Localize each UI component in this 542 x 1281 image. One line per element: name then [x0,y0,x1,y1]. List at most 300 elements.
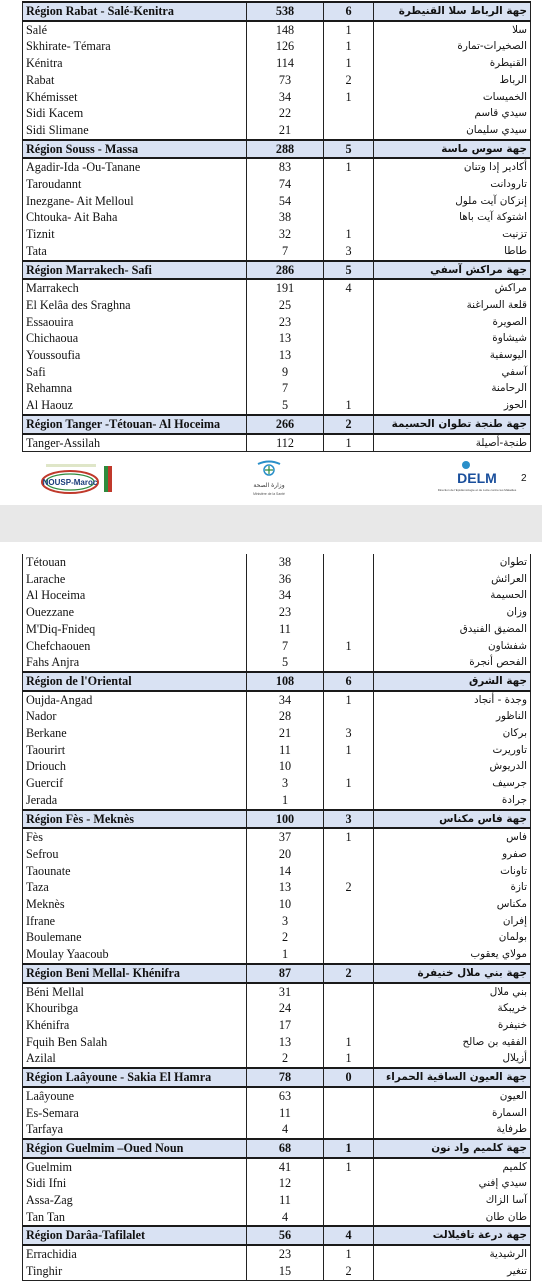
ministry-of-health-logo [244,460,294,500]
deaths-count-cell [324,1192,374,1209]
name-ar-cell: تازة [374,879,531,896]
region-header-row [23,1139,531,1158]
name-fr-cell: Skhirate- Témara [23,38,247,55]
name-fr-cell: Chefchaouen [23,638,247,655]
svg-text:DELM: DELM [457,470,497,486]
province-row [23,397,531,415]
name-ar-cell: الصخيرات-تمارة [374,38,531,55]
name-ar-cell: آسفي [374,364,531,381]
document-page-1 [0,0,542,505]
cases-count-cell: 2 [247,929,324,946]
region-header-row [23,964,531,983]
deaths-count-cell [324,364,374,381]
cases-count-cell: 54 [247,193,324,210]
province-row [23,279,531,297]
province-row [23,38,531,55]
deaths-count-cell [324,946,374,964]
cases-count-cell: 11 [247,621,324,638]
deaths-count-cell [324,1000,374,1017]
province-row [23,742,531,759]
cases-count-cell: 3 [247,913,324,930]
deaths-count-cell [324,1209,374,1227]
name-fr-cell: Boulemane [23,929,247,946]
name-ar-cell: وجدة - أنجاد [374,691,531,709]
deaths-count-cell: 1 [324,1245,374,1263]
name-ar-cell: الناظور [374,708,531,725]
province-row [23,638,531,655]
cases-count-cell: 31 [247,983,324,1001]
name-ar-cell: بني ملال [374,983,531,1001]
name-ar-cell: كلميم [374,1158,531,1176]
deaths-count-cell: 3 [324,243,374,261]
cases-count-cell: 41 [247,1158,324,1176]
nousp-maroc-logo [40,462,114,496]
deaths-count-cell [324,193,374,210]
deaths-count-cell: 5 [324,140,374,159]
name-ar-cell: تطوان [374,554,531,571]
province-row [23,243,531,261]
deaths-count-cell: 5 [324,261,374,280]
province-row [23,364,531,381]
deaths-count-cell: 1 [324,226,374,243]
cases-count-cell: 34 [247,691,324,709]
deaths-count-cell [324,929,374,946]
name-fr-cell: Essaouira [23,314,247,331]
name-ar-cell: وزان [374,604,531,621]
cases-count-cell: 23 [247,1245,324,1263]
cases-count-cell: 4 [247,1121,324,1139]
name-fr-cell: Errachidia [23,1245,247,1263]
name-fr-cell: Sidi Ifni [23,1175,247,1192]
name-fr-cell: Région Rabat - Salé-Kenitra [23,2,247,21]
cases-count-cell: 288 [247,140,324,159]
cases-count-cell: 5 [247,654,324,672]
deaths-count-cell: 3 [324,810,374,829]
name-ar-cell: أزيلال [374,1050,531,1068]
deaths-count-cell [324,347,374,364]
province-row [23,434,531,452]
name-ar-cell: أكادير إدا وتنان [374,158,531,176]
deaths-count-cell: 2 [324,72,374,89]
province-row [23,913,531,930]
name-ar-cell: الفحص أنجرة [374,654,531,672]
cases-count-cell: 20 [247,846,324,863]
name-fr-cell: Taounate [23,863,247,880]
name-fr-cell: Région Darâa-Tafilalet [23,1226,247,1245]
region-header-row [23,2,531,21]
cases-count-cell: 112 [247,434,324,452]
cases-count-cell: 1 [247,946,324,964]
name-fr-cell: Laâyoune [23,1087,247,1105]
deaths-count-cell [324,708,374,725]
deaths-count-cell: 1 [324,1158,374,1176]
deaths-count-cell: 2 [324,1263,374,1280]
name-fr-cell: Région Guelmim –Oued Noun [23,1139,247,1158]
cases-count-cell: 13 [247,347,324,364]
name-fr-cell: Tarfaya [23,1121,247,1139]
cases-count-cell: 23 [247,314,324,331]
name-ar-cell: بركان [374,725,531,742]
province-row [23,1245,531,1263]
document-page-2 [0,542,542,1280]
name-ar-cell: قلعة السراغنة [374,297,531,314]
deaths-count-cell: 1 [324,742,374,759]
cases-count-cell: 21 [247,725,324,742]
name-ar-cell: جهة درعة تافيلالت [374,1226,531,1245]
deaths-count-cell: 2 [324,879,374,896]
name-ar-cell: سلا [374,21,531,39]
deaths-count-cell [324,792,374,810]
province-row [23,554,531,571]
province-row [23,1263,531,1280]
province-row [23,828,531,846]
name-ar-cell: سيدي سليمان [374,122,531,140]
name-ar-cell: الفقيه بن صالح [374,1034,531,1051]
cases-count-cell: 38 [247,554,324,571]
deaths-count-cell: 1 [324,397,374,415]
province-row [23,983,531,1001]
cases-count-cell: 191 [247,279,324,297]
region-header-row [23,1226,531,1245]
name-ar-cell: القنيطرة [374,55,531,72]
deaths-count-cell: 6 [324,672,374,691]
deaths-count-cell [324,314,374,331]
province-row [23,1017,531,1034]
deaths-count-cell: 2 [324,964,374,983]
deaths-count-cell [324,654,374,672]
name-ar-cell: تزنيت [374,226,531,243]
province-row [23,21,531,39]
province-row [23,297,531,314]
name-ar-cell: تاونات [374,863,531,880]
name-ar-cell: شفشاون [374,638,531,655]
cases-count-cell: 108 [247,672,324,691]
deaths-count-cell [324,122,374,140]
province-row [23,55,531,72]
province-row [23,1158,531,1176]
svg-text:Ministère de la Santé: Ministère de la Santé [253,492,285,496]
province-row [23,347,531,364]
cases-count-cell: 83 [247,158,324,176]
province-row [23,571,531,588]
name-fr-cell: Région Souss - Massa [23,140,247,159]
province-row [23,708,531,725]
cases-count-cell: 13 [247,1034,324,1051]
name-fr-cell: Salé [23,21,247,39]
province-row [23,1175,531,1192]
cases-count-cell: 13 [247,330,324,347]
cases-count-cell: 74 [247,176,324,193]
province-row [23,1209,531,1227]
name-fr-cell: Agadir-Ida -Ou-Tanane [23,158,247,176]
cases-count-cell: 25 [247,297,324,314]
name-fr-cell: Tata [23,243,247,261]
deaths-count-cell [324,380,374,397]
deaths-count-cell: 1 [324,21,374,39]
name-fr-cell: Guelmim [23,1158,247,1176]
name-ar-cell: المضيق الفنيدق [374,621,531,638]
name-ar-cell: الحسيمة [374,587,531,604]
page-number: 2 [521,473,527,484]
cases-count-cell: 24 [247,1000,324,1017]
name-ar-cell: إفران [374,913,531,930]
name-fr-cell: Fquih Ben Salah [23,1034,247,1051]
deaths-count-cell: 1 [324,828,374,846]
deaths-count-cell [324,330,374,347]
name-fr-cell: Tinghir [23,1263,247,1280]
province-row [23,621,531,638]
cases-count-cell: 32 [247,226,324,243]
province-row [23,314,531,331]
deaths-count-cell [324,297,374,314]
svg-text:Direction de l'Epidémiologie e: Direction de l'Epidémiologie et de Lutte contre les Maladies [437,488,517,492]
region-header-row [23,261,531,280]
deaths-count-cell [324,209,374,226]
cases-count-cell: 4 [247,1209,324,1227]
name-fr-cell: Béni Mellal [23,983,247,1001]
province-row [23,863,531,880]
province-row [23,226,531,243]
name-fr-cell: Fès [23,828,247,846]
cases-count-cell: 5 [247,397,324,415]
deaths-count-cell: 6 [324,2,374,21]
deaths-count-cell [324,1121,374,1139]
name-ar-cell: الخميسات [374,89,531,106]
deaths-count-cell: 1 [324,434,374,452]
cases-count-cell: 9 [247,364,324,381]
name-fr-cell: Khémisset [23,89,247,106]
region-header-row [23,415,531,434]
region-header-row [23,140,531,159]
cases-count-cell: 34 [247,89,324,106]
name-fr-cell: Berkane [23,725,247,742]
name-ar-cell: إنزكان آيت ملول [374,193,531,210]
name-ar-cell: جهة بني ملال خنيفرة [374,964,531,983]
name-fr-cell: Driouch [23,758,247,775]
name-ar-cell: مراكش [374,279,531,297]
cases-count-cell: 2 [247,1050,324,1068]
name-ar-cell: آسا الزاك [374,1192,531,1209]
name-ar-cell: جهة كلميم واد نون [374,1139,531,1158]
cases-count-cell: 10 [247,758,324,775]
province-row [23,604,531,621]
name-ar-cell: سيدي إفني [374,1175,531,1192]
cases-count-cell: 63 [247,1087,324,1105]
name-ar-cell: شيشاوة [374,330,531,347]
deaths-count-cell [324,1175,374,1192]
deaths-count-cell: 1 [324,1034,374,1051]
name-fr-cell: Taza [23,879,247,896]
region-header-row [23,810,531,829]
cases-count-cell: 148 [247,21,324,39]
name-fr-cell: Marrakech [23,279,247,297]
name-ar-cell: الدريوش [374,758,531,775]
deaths-count-cell [324,846,374,863]
deaths-count-cell: 1 [324,1139,374,1158]
deaths-count-cell: 1 [324,691,374,709]
cases-count-cell: 286 [247,261,324,280]
name-fr-cell: Région Laâyoune - Sakia El Hamra [23,1068,247,1087]
province-row [23,896,531,913]
deaths-count-cell [324,604,374,621]
name-ar-cell: طرفاية [374,1121,531,1139]
province-row [23,158,531,176]
cases-count-cell: 37 [247,828,324,846]
province-row [23,946,531,964]
region-header-row [23,1068,531,1087]
deaths-count-cell: 4 [324,279,374,297]
province-row [23,725,531,742]
cases-count-cell: 7 [247,380,324,397]
name-fr-cell: Khouribga [23,1000,247,1017]
deaths-count-cell [324,554,374,571]
deaths-count-cell [324,758,374,775]
name-ar-cell: طنجة-أصيلة [374,434,531,452]
name-fr-cell: Khénifra [23,1017,247,1034]
cases-count-cell: 15 [247,1263,324,1280]
cases-count-cell: 17 [247,1017,324,1034]
cases-count-cell: 7 [247,638,324,655]
deaths-count-cell: 0 [324,1068,374,1087]
name-fr-cell: Rabat [23,72,247,89]
name-fr-cell: Région Beni Mellal- Khénifra [23,964,247,983]
name-fr-cell: Tanger-Assilah [23,434,247,452]
name-ar-cell: مكناس [374,896,531,913]
name-fr-cell: Kénitra [23,55,247,72]
deaths-count-cell [324,1105,374,1122]
name-fr-cell: Tiznit [23,226,247,243]
name-ar-cell: تاوريرت [374,742,531,759]
deaths-count-cell [324,176,374,193]
name-fr-cell: Taroudannt [23,176,247,193]
name-ar-cell: جهة العيون الساقية الحمراء [374,1068,531,1087]
deaths-count-cell: 1 [324,775,374,792]
cases-count-cell: 78 [247,1068,324,1087]
region-cases-table-page-2 [22,554,531,1281]
region-cases-table-page-1 [22,1,531,452]
province-row [23,176,531,193]
name-fr-cell: Sidi Kacem [23,105,247,122]
province-row [23,846,531,863]
deaths-count-cell [324,587,374,604]
name-ar-cell: جهة الرباط سلا القنيطرة [374,2,531,21]
cases-count-cell: 10 [247,896,324,913]
deaths-count-cell: 3 [324,725,374,742]
cases-count-cell: 38 [247,209,324,226]
page-separator [0,505,542,542]
name-ar-cell: طان طان [374,1209,531,1227]
deaths-count-cell: 1 [324,638,374,655]
name-fr-cell: Ouezzane [23,604,247,621]
cases-count-cell: 11 [247,1105,324,1122]
region-header-row [23,672,531,691]
name-fr-cell: Ifrane [23,913,247,930]
cases-count-cell: 56 [247,1226,324,1245]
name-ar-cell: جهة الشرق [374,672,531,691]
deaths-count-cell [324,621,374,638]
name-ar-cell: بولمان [374,929,531,946]
name-fr-cell: Meknès [23,896,247,913]
cases-count-cell: 28 [247,708,324,725]
name-fr-cell: Oujda-Angad [23,691,247,709]
name-fr-cell: Sidi Slimane [23,122,247,140]
province-row [23,1000,531,1017]
name-fr-cell: Région de l'Oriental [23,672,247,691]
name-fr-cell: Région Tanger -Tétouan- Al Hoceima [23,415,247,434]
cases-count-cell: 36 [247,571,324,588]
deaths-count-cell: 1 [324,89,374,106]
cases-count-cell: 14 [247,863,324,880]
name-fr-cell: Al Haouz [23,397,247,415]
deaths-count-cell [324,1017,374,1034]
name-fr-cell: Tan Tan [23,1209,247,1227]
deaths-count-cell [324,896,374,913]
province-row [23,691,531,709]
name-ar-cell: صفرو [374,846,531,863]
cases-count-cell: 538 [247,2,324,21]
name-fr-cell: Chtouka- Ait Baha [23,209,247,226]
name-ar-cell: جهة فاس مكناس [374,810,531,829]
name-ar-cell: جرسيف [374,775,531,792]
name-ar-cell: طاطا [374,243,531,261]
deaths-count-cell: 4 [324,1226,374,1245]
cases-count-cell: 68 [247,1139,324,1158]
cases-count-cell: 100 [247,810,324,829]
province-row [23,1087,531,1105]
name-fr-cell: Jerada [23,792,247,810]
name-ar-cell: جرادة [374,792,531,810]
name-ar-cell: جهة طنجة تطوان الحسيمة [374,415,531,434]
name-fr-cell: Larache [23,571,247,588]
cases-count-cell: 13 [247,879,324,896]
name-fr-cell: Inezgane- Ait Melloul [23,193,247,210]
cases-count-cell: 23 [247,604,324,621]
cases-count-cell: 114 [247,55,324,72]
name-ar-cell: جهة سوس ماسة [374,140,531,159]
name-ar-cell: العيون [374,1087,531,1105]
province-row [23,1050,531,1068]
cases-count-cell: 11 [247,742,324,759]
cases-count-cell: 22 [247,105,324,122]
name-fr-cell: Assa-Zag [23,1192,247,1209]
name-fr-cell: Es-Semara [23,1105,247,1122]
name-ar-cell: الصويرة [374,314,531,331]
deaths-count-cell [324,983,374,1001]
province-row [23,654,531,672]
cases-count-cell: 3 [247,775,324,792]
name-fr-cell: Moulay Yaacoub [23,946,247,964]
name-ar-cell: مولاي يعقوب [374,946,531,964]
cases-count-cell: 73 [247,72,324,89]
province-row [23,587,531,604]
name-ar-cell: الرباط [374,72,531,89]
cases-count-cell: 12 [247,1175,324,1192]
name-ar-cell: العرائش [374,571,531,588]
province-row [23,380,531,397]
name-fr-cell: Al Hoceima [23,587,247,604]
name-ar-cell: اليوسفية [374,347,531,364]
name-ar-cell: السمارة [374,1105,531,1122]
page-footer [0,455,542,500]
name-fr-cell: Guercif [23,775,247,792]
cases-count-cell: 11 [247,1192,324,1209]
name-ar-cell: تارودانت [374,176,531,193]
deaths-count-cell [324,1087,374,1105]
province-row [23,89,531,106]
svg-text:NOUSP-Maroc: NOUSP-Maroc [42,478,98,487]
deaths-count-cell [324,863,374,880]
deaths-count-cell: 2 [324,415,374,434]
